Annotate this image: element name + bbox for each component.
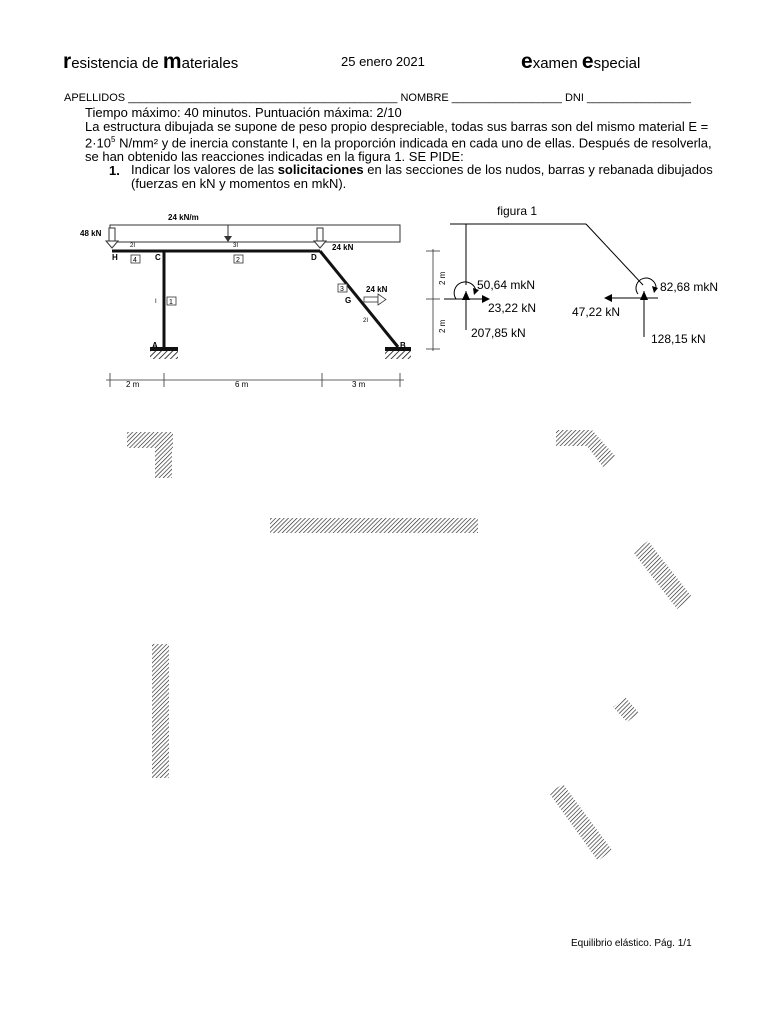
- node-d-label: D: [311, 253, 317, 262]
- height-label: 2 m: [438, 271, 447, 285]
- figure-1-title: figura 1: [497, 204, 538, 218]
- intro-line: $2\cdot 10^5$ N/mm² y de inercia constante I, en la proporción indicada en cada uno de ellas. Después de resolverla,: [85, 135, 712, 151]
- node-h-label: H: [112, 253, 118, 262]
- question-text: Indicar los valores de las solicitaciones en las secciones de los nudos, barras y rebanada dibujados (fuerzas en kN y momentos en mkN).: [131, 162, 713, 191]
- bar-3-section: [633, 541, 692, 609]
- left-horizontal-value: 23,22 kN: [488, 301, 537, 315]
- load-g-label: 24 kN: [366, 285, 388, 294]
- load-d-label: 24 kN: [332, 243, 354, 252]
- dim-label: 6 m: [235, 380, 249, 389]
- bar-4-number: 4: [133, 257, 137, 264]
- exam-initial-e: e: [581, 50, 594, 73]
- dim-label: 2 m: [126, 380, 140, 389]
- exam-date: 25 enero 2021: [341, 54, 425, 69]
- intro-line: Tiempo máximo: 40 minutos. Puntuación máxima: 2/10: [85, 105, 402, 120]
- title-part: ateriales: [181, 55, 239, 72]
- intro-line: La estructura dibujada se supone de peso propio despreciable, todas sus barras son del mismo material E =: [85, 118, 709, 134]
- left-vertical-value: 207,85 kN: [471, 326, 526, 340]
- exam-part: xamen: [532, 55, 582, 72]
- inertia-label: 3I: [233, 243, 239, 249]
- inertia-label: I: [155, 299, 157, 305]
- node-g-label: G: [345, 296, 352, 305]
- title-initial-r: r: [63, 50, 72, 73]
- node-d-section: [556, 430, 616, 467]
- bar-3-lower-section: [549, 784, 612, 861]
- slice-g-section: [613, 697, 639, 722]
- right-vertical-value: 128,15 kN: [651, 332, 706, 346]
- bar-2-section: [270, 518, 478, 533]
- load-h-label: 48 kN: [80, 229, 102, 238]
- node-b-label: B: [400, 341, 406, 350]
- page-footer: Equilibrio elástico. Pág. 1/1: [571, 938, 692, 949]
- dim-label: 3 m: [352, 380, 366, 389]
- title-initial-m: m: [162, 50, 182, 73]
- question-number: 1.: [109, 163, 120, 178]
- intro-line: se han obtenido las reacciones indicadas en la figura 1. SE PIDE:: [85, 148, 464, 164]
- title-part: esistencia de: [71, 55, 163, 72]
- dni-label: DNI: [564, 92, 584, 104]
- bar-1-number: 1: [169, 299, 173, 306]
- left-moment-value: 50,64 mkN: [477, 278, 536, 292]
- inertia-label: 2I: [363, 318, 369, 324]
- bar-3-number: 3: [340, 286, 344, 293]
- node-c-section: [127, 432, 173, 478]
- dist-load-label: 24 kN/m: [168, 213, 199, 222]
- node-c-label: C: [155, 253, 161, 262]
- bar-1-section: [152, 644, 169, 778]
- bar-2-number: 2: [236, 257, 240, 264]
- node-a-label: A: [152, 341, 158, 350]
- apellidos-label: APELLIDOS: [64, 92, 126, 104]
- apellidos-field[interactable]: ____________________________________________: [128, 92, 398, 104]
- exam-part: special: [593, 55, 641, 72]
- right-horizontal-value: 47,22 kN: [572, 305, 621, 319]
- right-moment-value: 82,68 mkN: [660, 280, 719, 294]
- exam-initial-e: e: [521, 50, 533, 73]
- nombre-field[interactable]: __________________: [451, 92, 562, 104]
- inertia-label: 2I: [130, 243, 136, 249]
- dni-field[interactable]: _________________: [587, 92, 692, 104]
- height-label: 2 m: [438, 319, 447, 333]
- nombre-label: NOMBRE: [400, 92, 449, 104]
